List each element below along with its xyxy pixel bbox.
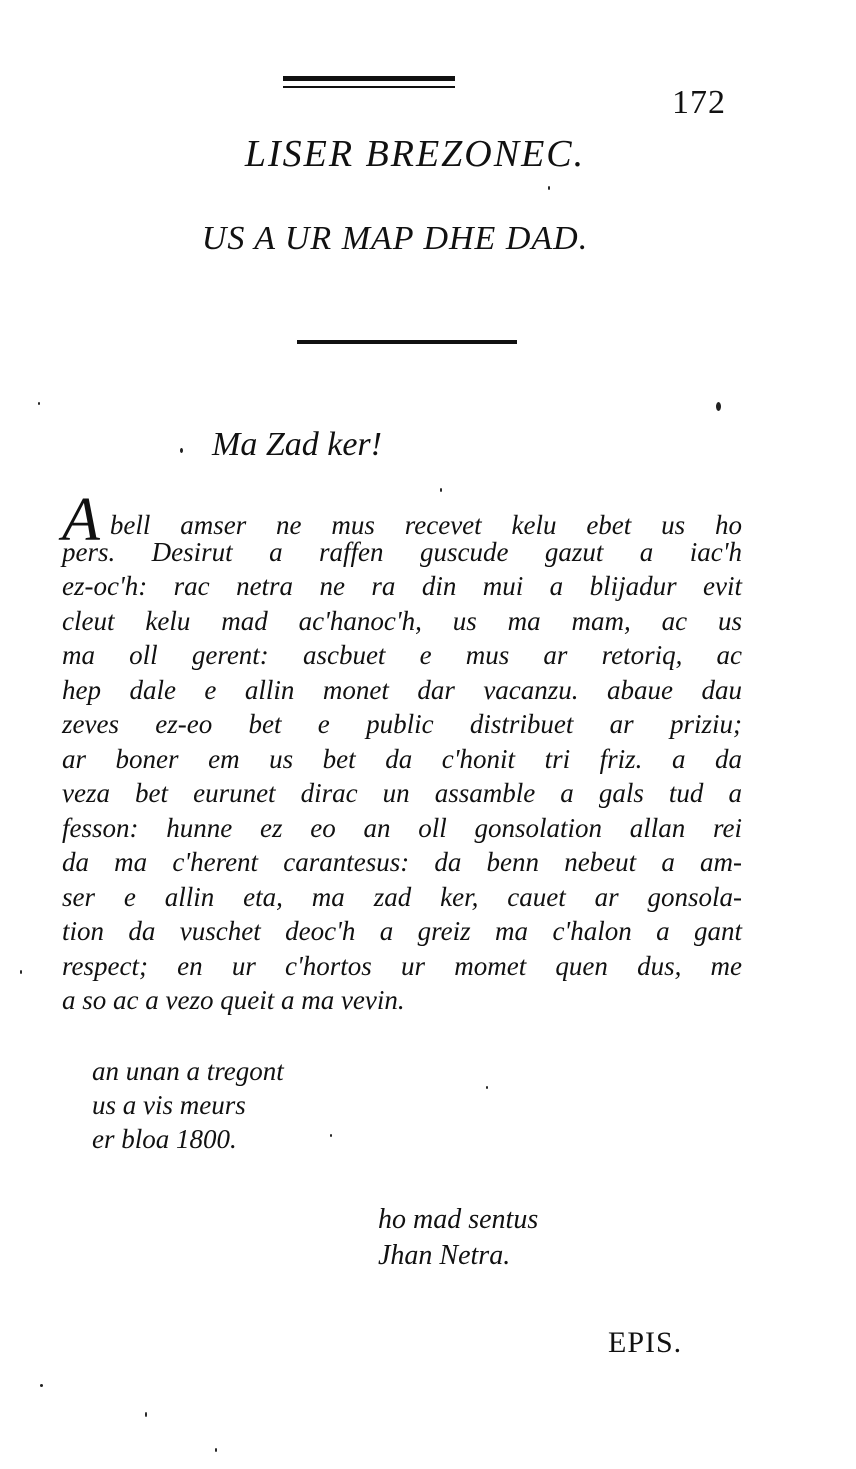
print-speck [215,1448,217,1452]
section-title: US A UR MAP DHE DAD. [201,220,589,257]
print-speck [486,1086,488,1089]
letter-line: a so ac a vezo queit a ma vevin. [62,985,405,1015]
print-speck [20,970,22,974]
top-rule-thick [283,76,455,81]
letter-line: ser e allin eta, ma zad ker, cauet ar gonsola- [62,881,742,912]
letter-line: hep dale e allin monet dar vacanzu. abaue dau [62,674,742,705]
place-date-line: an unan a tregont [92,1056,284,1086]
signer-name: Jhan Netra. [378,1240,511,1271]
letter-line-text: bell amser ne mus recevet kelu ebet us ho [109,510,742,540]
letter-body [62,486,742,1018]
letter-line: pers. Desirut a raffen guscude gazut a iac'h [62,536,742,567]
print-speck [38,402,40,405]
letter-line: veza bet eurunet dirac un assamble a gals tud a [62,778,742,808]
place-and-date [92,1054,284,1156]
closing-formula: ho mad sentus [378,1204,539,1235]
letter-line: ar boner em us bet da c'honit tri friz. a da [62,743,742,774]
letter-line: zeves ez-eo bet e public distribuet ar priziu; [62,709,742,739]
print-speck [145,1412,147,1417]
letter-line: tion da vuschet deoc'h a greiz ma c'halon a gant [62,916,742,946]
letter-line: cleut kelu mad ac'hanoc'h, us ma mam, ac us [62,605,742,636]
signature-block [378,1202,538,1274]
letter-line: da ma c'herent carantesus: da benn nebeut a am- [62,847,742,877]
print-speck [548,186,550,190]
section-divider-rule [297,340,517,344]
top-double-rule [283,76,455,90]
print-speck [440,488,442,492]
place-date-line: er bloa 1800. [92,1124,237,1154]
print-speck [716,402,721,411]
letter-line: ez-oc'h: rac netra ne ra din mui a blijadur evit [62,571,742,601]
top-rule-thin [283,86,455,88]
letter-line: respect; en ur c'hortos ur momet quen dus, me [62,950,742,981]
letter-line: ma oll gerent: ascbuet e mus ar retoriq, ac [62,640,742,670]
print-speck [180,448,183,453]
catchword: EPIS. [608,1326,683,1359]
drop-cap: A [62,486,100,554]
letter-line: fesson: hunne ez eo an oll gonsolation allan rei [62,812,742,843]
print-speck [330,1134,332,1137]
running-title: LISER BREZONEC. [244,133,586,175]
salutation: Ma Zad ker! [212,426,382,463]
print-speck [40,1384,43,1387]
place-date-line: us a vis meurs [92,1090,246,1120]
page-number: 172 [672,84,726,121]
